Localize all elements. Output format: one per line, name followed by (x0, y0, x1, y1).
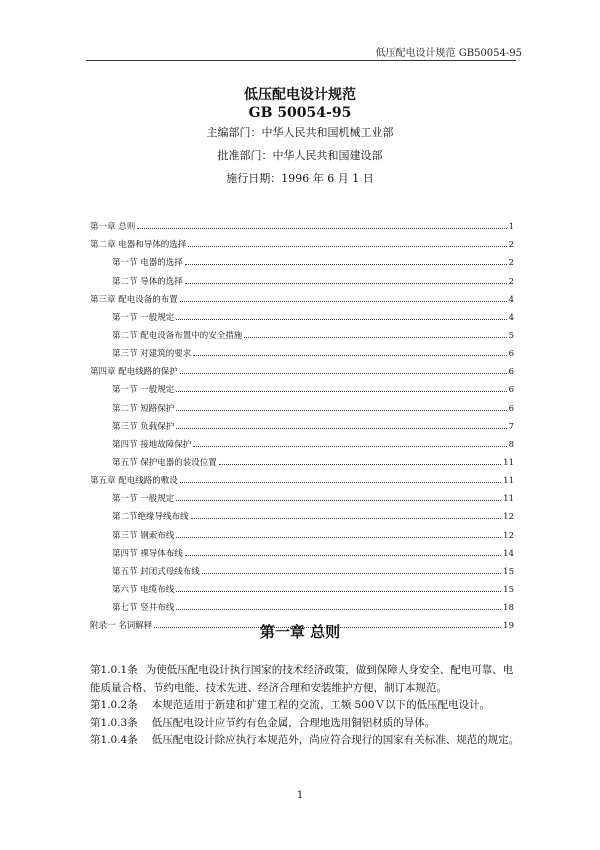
toc-entry[interactable] (90, 287, 514, 305)
toc-entry[interactable] (90, 541, 514, 559)
toc-entry-label: 第三节 负载保护 (112, 421, 175, 432)
toc-entry[interactable] (90, 432, 514, 450)
toc-leader-dots (176, 537, 501, 538)
toc-entry-page: 19 (503, 621, 514, 632)
toc-entry[interactable] (90, 214, 514, 232)
toc-entry[interactable] (90, 232, 514, 250)
toc-entry-page: 11 (503, 476, 514, 487)
editor-department: 主编部门：中华人民共和国机械工业部 (206, 126, 394, 139)
toc-leader-dots (244, 337, 506, 338)
article-paragraph (90, 697, 520, 715)
toc-leader-dots (176, 591, 501, 592)
standard-code: GB 50054-95 (248, 105, 352, 121)
toc-entry-label: 第四章 配电线路的保护 (90, 367, 178, 378)
toc-entry-page: 2 (508, 258, 514, 269)
toc-entry-page: 11 (503, 494, 514, 505)
toc-entry[interactable] (90, 414, 514, 432)
toc-entry-label: 第六节 电缆布线 (112, 584, 175, 595)
toc-leader-dots (219, 464, 501, 465)
effective-date: 施行日期：1996 年 6 月 1 日 (226, 172, 374, 185)
toc-entry-page: 4 (508, 294, 514, 305)
toc-entry[interactable] (90, 486, 514, 504)
toc-entry-label: 附录一 名词解释 (90, 621, 153, 632)
toc-entry[interactable] (90, 268, 514, 286)
toc-entry-page: 6 (508, 349, 514, 360)
toc-entry-label: 第一节 一般规定 (112, 385, 175, 396)
toc-leader-dots (185, 555, 501, 556)
toc-leader-dots (188, 246, 506, 247)
toc-entry[interactable] (90, 250, 514, 268)
toc-leader-dots (193, 355, 506, 356)
toc-entry-label: 第二节绝缘导线布线 (112, 512, 189, 523)
toc-entry[interactable] (90, 305, 514, 323)
toc-entry[interactable] (90, 577, 514, 595)
toc-entry-page: 1 (508, 222, 514, 233)
article-number: 第1.0.4条 (90, 734, 138, 746)
toc-entry-label: 第五节 保护电器的装设位置 (112, 457, 217, 468)
toc-entry-label: 第二节 短路保护 (112, 403, 175, 414)
toc-entry[interactable] (90, 323, 514, 341)
running-header: 低压配电设计规范 GB50054-95 (375, 48, 522, 59)
toc-entry-page: 15 (503, 566, 514, 577)
toc-leader-dots (176, 319, 506, 320)
toc-entry-page: 8 (508, 439, 514, 450)
toc-entry-page: 18 (503, 603, 514, 614)
toc-entry-page: 11 (503, 457, 514, 468)
toc-entry-label: 第三节 对建筑的要求 (112, 349, 192, 360)
toc-leader-dots (185, 264, 507, 265)
toc-entry-page: 2 (508, 276, 514, 287)
toc-entry-label: 第四节 裸导体布线 (112, 548, 183, 559)
toc-entry-label: 第五节 封闭式母线布线 (112, 566, 200, 577)
toc-entry-page: 4 (508, 312, 514, 323)
toc-entry[interactable] (90, 559, 514, 577)
chapter-heading: 第一章 总则 (259, 623, 341, 641)
toc-leader-dots (137, 228, 506, 229)
toc-entry-label: 第二节 配电设备布置中的安全措施 (112, 330, 243, 341)
toc-entry-page: 2 (508, 240, 514, 251)
toc-entry[interactable] (90, 504, 514, 522)
toc-entry-page: 12 (503, 530, 514, 541)
toc-entry-label: 第一节 电器的选择 (112, 258, 183, 269)
toc-entry-page: 12 (503, 512, 514, 523)
article-paragraph (90, 732, 520, 750)
toc-entry-page: 6 (508, 367, 514, 378)
toc-entry[interactable] (90, 395, 514, 413)
article-list (90, 662, 520, 750)
toc-entry[interactable] (90, 359, 514, 377)
article-number: 第1.0.1条 (90, 664, 138, 676)
toc-entry-page: 7 (508, 421, 514, 432)
toc-entry-label: 第三章 配电设备的布置 (90, 294, 178, 305)
toc-entry-page: 14 (503, 548, 514, 559)
toc-leader-dots (176, 391, 506, 392)
toc-leader-dots (180, 301, 507, 302)
toc-entry-label: 第四节 接地故障保护 (112, 439, 192, 450)
toc-entry-label: 第一节 一般规定 (112, 312, 175, 323)
header-divider (86, 60, 516, 61)
toc-entry-label: 第七节 竖井布线 (112, 603, 175, 614)
toc-entry-label: 第三节 钢索布线 (112, 530, 175, 541)
toc-leader-dots (202, 573, 501, 574)
article-text: 本规范适用于新建和扩建工程的交流、工频 500Ｖ以下的低压配电设计。 (151, 699, 491, 711)
table-of-contents (90, 214, 514, 631)
toc-entry-page: 15 (503, 584, 514, 595)
toc-leader-dots (176, 428, 506, 429)
article-number: 第1.0.2条 (90, 699, 138, 711)
toc-entry-label: 第五章 配电线路的敷设 (90, 476, 178, 487)
toc-leader-dots (193, 446, 506, 447)
toc-entry[interactable] (90, 522, 514, 540)
toc-entry-label: 第一节 一般规定 (112, 494, 175, 505)
article-number: 第1.0.3条 (90, 716, 138, 729)
toc-leader-dots (180, 482, 501, 483)
toc-entry[interactable] (90, 377, 514, 395)
toc-leader-dots (176, 609, 501, 610)
toc-leader-dots (180, 373, 507, 374)
article-text: 为使低压配电设计执行国家的技术经济政策，做到保障人身安全、配电可靠、电能质量合格、节约电能、技术先进、经济合理和安装维护方便，制订本规范。 (90, 664, 514, 694)
article-text: 低压配电设计除应执行本规范外，尚应符合现行的国家有关标准、规范的规定。 (151, 734, 520, 746)
toc-entry-label: 第二章 电器和导体的选择 (90, 240, 187, 251)
toc-entry-page: 6 (508, 403, 514, 414)
toc-leader-dots (176, 500, 501, 501)
toc-entry[interactable] (90, 468, 514, 486)
toc-entry[interactable] (90, 450, 514, 468)
toc-entry-label: 第一章 总则 (90, 222, 136, 233)
toc-entry-page: 6 (508, 385, 514, 396)
approver-department: 批准部门：中华人民共和国建设部 (217, 149, 383, 162)
document-title: 低压配电设计规范 (244, 87, 356, 103)
toc-leader-dots (176, 410, 506, 411)
toc-entry-page: 5 (508, 330, 514, 341)
toc-leader-dots (185, 283, 507, 284)
toc-entry[interactable] (90, 341, 514, 359)
article-text: 低压配电设计应节约有色金属，合理地选用铜铝材质的导体。 (151, 716, 436, 729)
toc-entry[interactable] (90, 595, 514, 613)
article-paragraph (90, 662, 520, 697)
toc-entry-label: 第二节 导体的选择 (112, 276, 183, 287)
page-number: 1 (296, 790, 304, 801)
article-paragraph (90, 715, 520, 733)
toc-leader-dots (191, 518, 502, 519)
